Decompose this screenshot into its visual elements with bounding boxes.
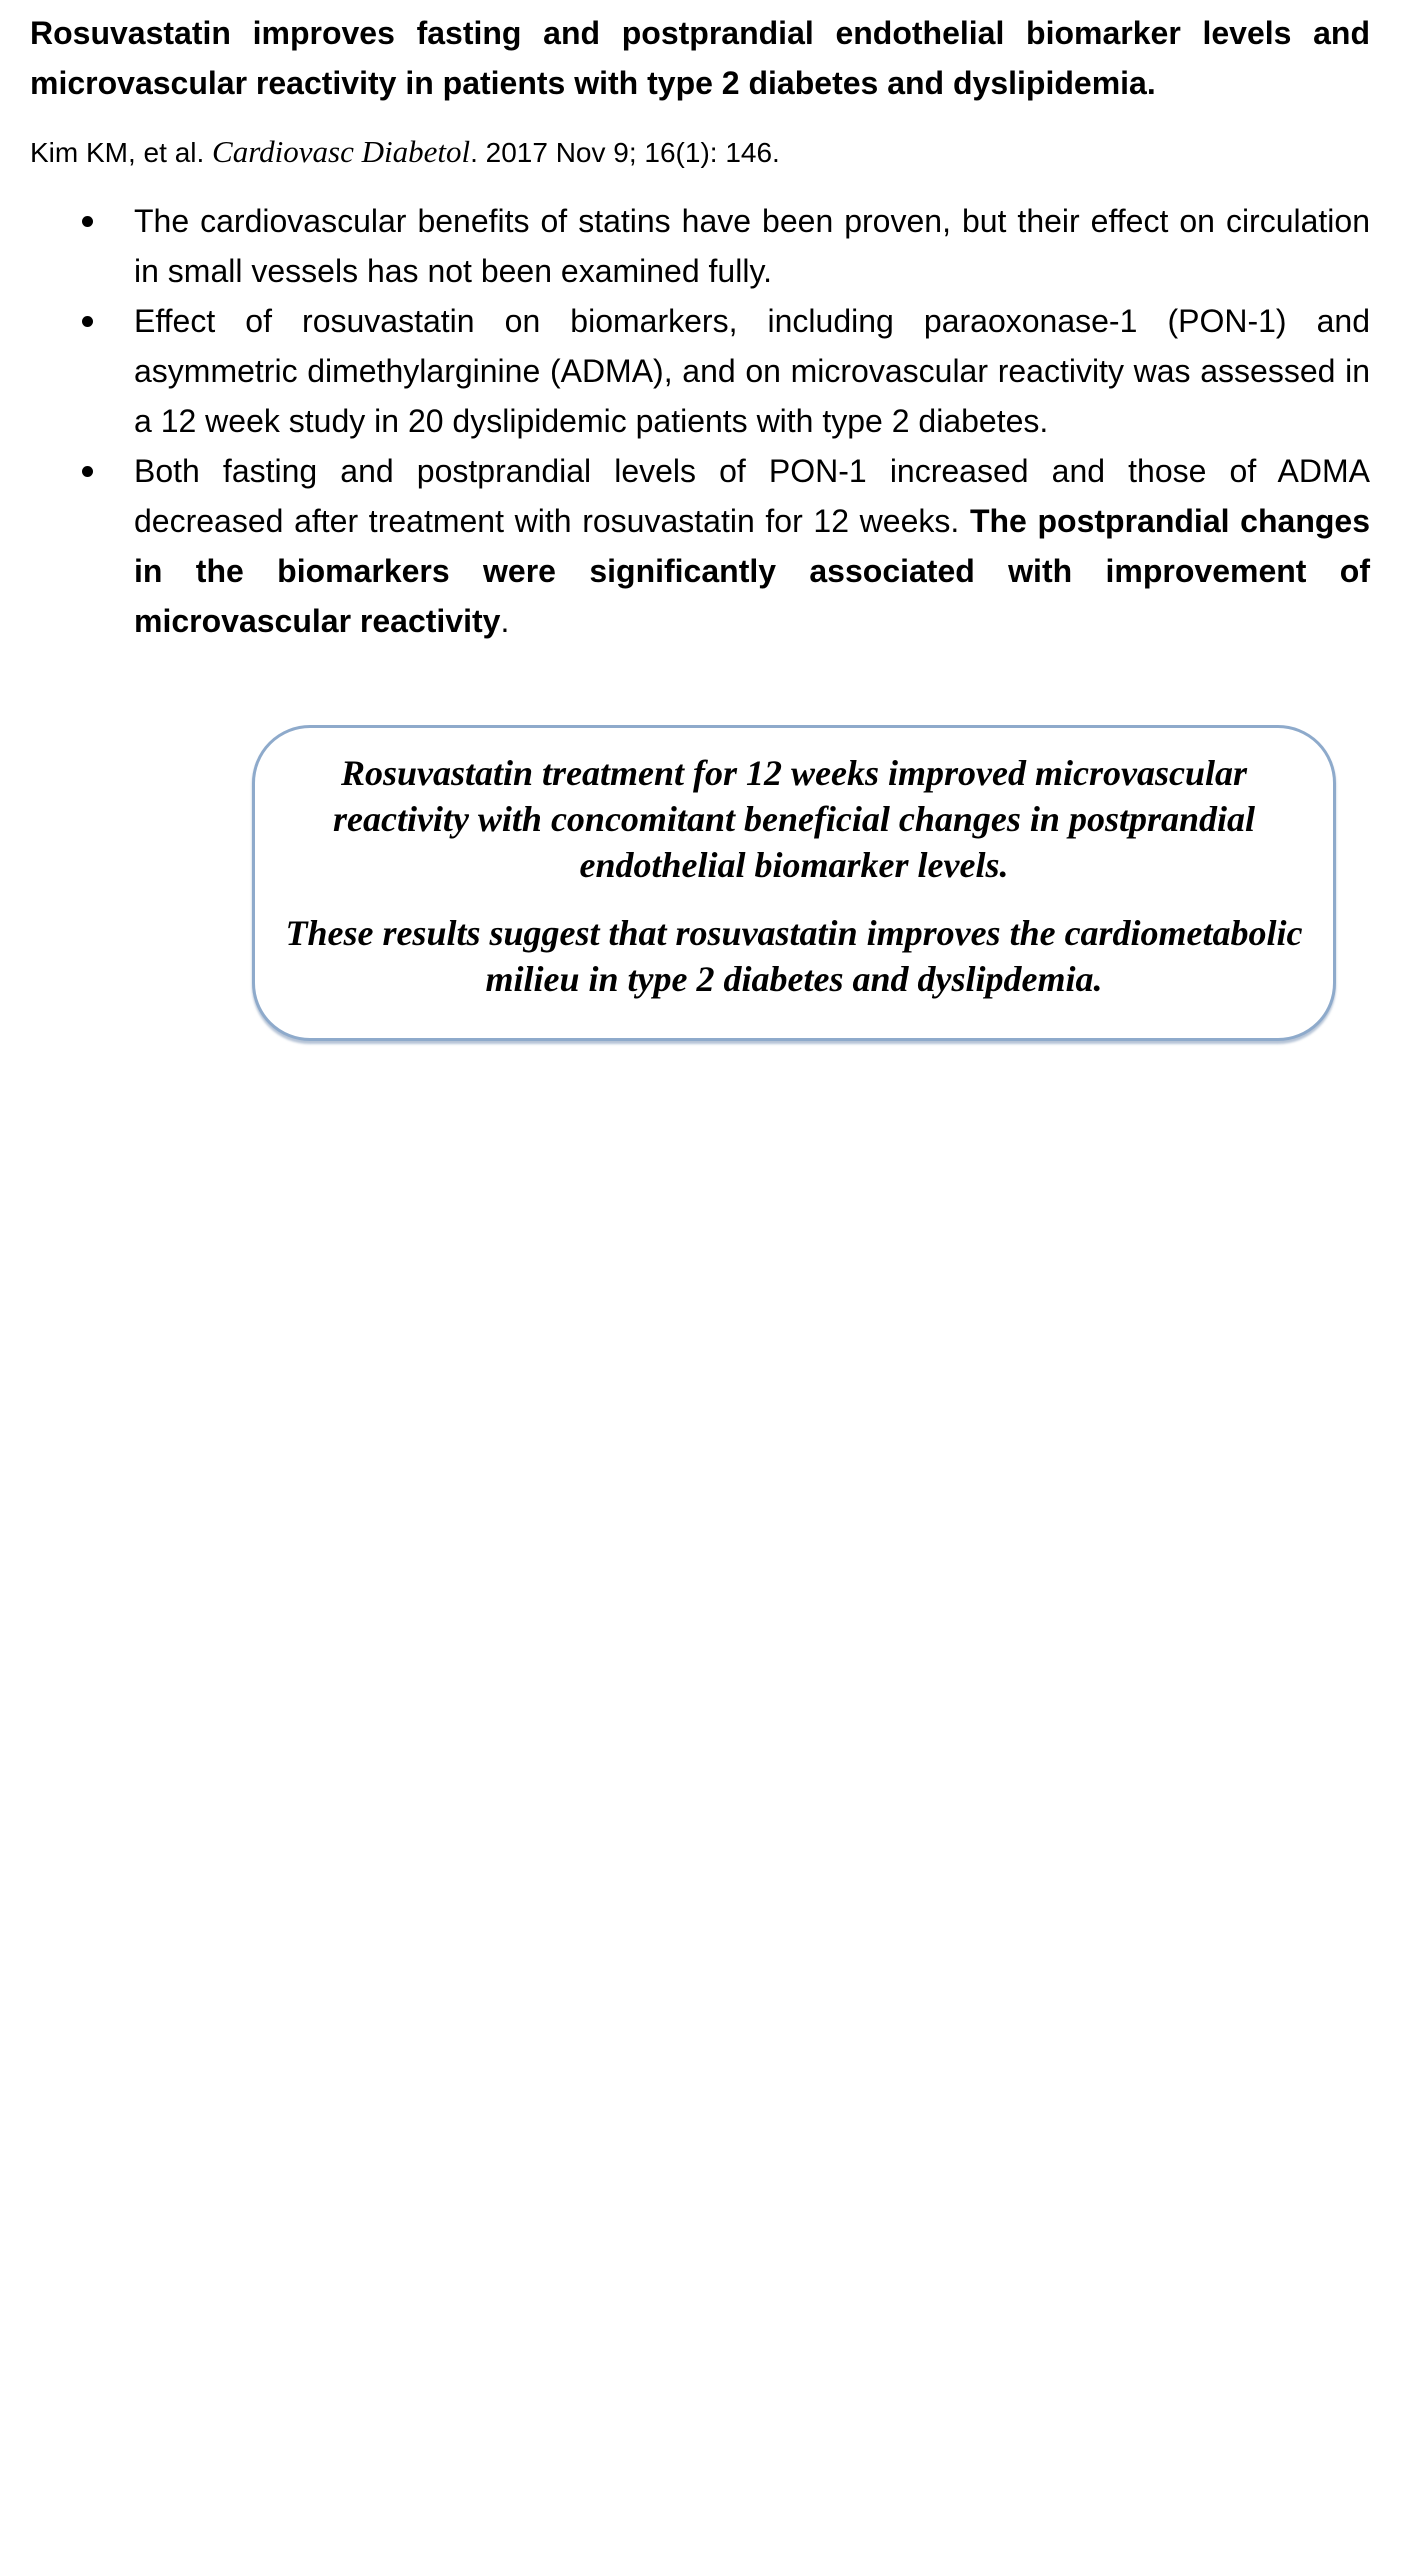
summary-box <box>252 725 1336 1041</box>
citation-details: . 2017 Nov 9; 16(1): 146. <box>470 137 780 168</box>
bullet-text: Both fasting and postprandial levels of PON-1 increased and those of ADMA decreased after treatment with rosuvastatin for 12 weeks. <box>134 453 1370 539</box>
key-points-list <box>30 196 1370 646</box>
bullet-bold-conclusion: The postprandial changes in the biomarkers were significantly associated with improvement of microvascular reactivity <box>134 503 1371 639</box>
bullet-dot-icon <box>82 466 93 477</box>
bullet-end-punctuation: . <box>500 603 510 639</box>
bullet-dot-icon <box>82 316 93 327</box>
article-title: Rosuvastatin improves fasting and postprandial endothelial biomarker levels and microvascular reactivity in patients with type 2 diabetes and dyslipidemia. <box>30 15 1370 101</box>
list-item <box>30 196 1370 296</box>
citation-authors: Kim KM, et al. <box>30 137 205 168</box>
summary-conclusion: These results suggest that rosuvastatin improves the cardiometabolic milieu in type 2 diabetes and dyslipdemia. <box>285 913 1303 999</box>
citation-journal: Cardiovasc Diabetol <box>212 134 471 169</box>
list-item <box>30 446 1370 646</box>
bullet-dot-icon <box>82 216 93 227</box>
summary-finding: Rosuvastatin treatment for 12 weeks improved microvascular reactivity with concomitant beneficial changes in postprandial endothelial biomarker levels. <box>332 753 1255 885</box>
bullet-text: The cardiovascular benefits of statins have been proven, but their effect on circulation in small vessels has not been examined fully. <box>134 203 1370 289</box>
bullet-text: Effect of rosuvastatin on biomarkers, including paraoxonase-1 (PON-1) and asymmetric dimethylarginine (ADMA), and on microvascular reactivity was assessed in a 12 week study in 20 dyslipidemic patients with type 2 diabetes. <box>134 303 1370 439</box>
citation <box>30 128 1370 177</box>
list-item <box>30 296 1370 446</box>
